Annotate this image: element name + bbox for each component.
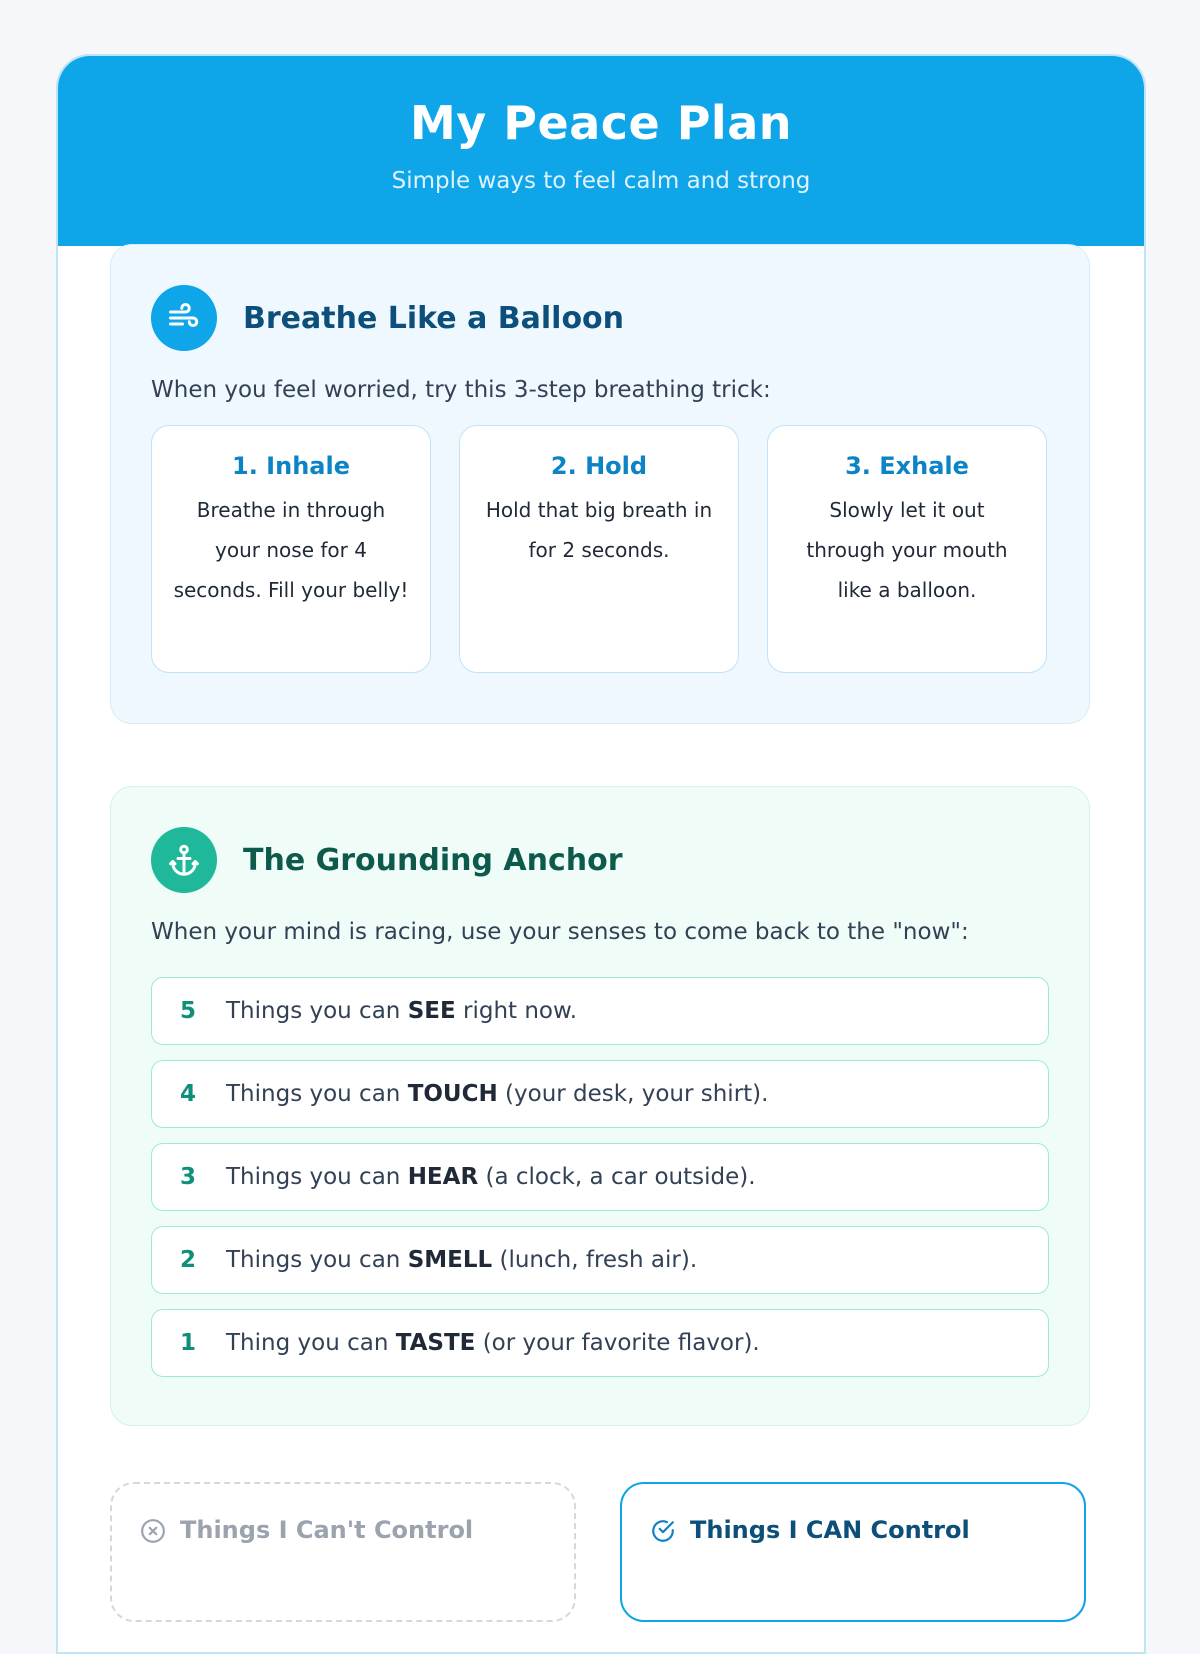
cant-control-label: Things I Can't Control [180, 1516, 474, 1544]
cant-control-card [110, 1482, 576, 1622]
can-control-label: Things I CAN Control [690, 1516, 970, 1544]
sense-name: TOUCH [407, 1081, 498, 1107]
grounding-section [110, 786, 1090, 1426]
step-card-inhale [151, 425, 431, 673]
step-title: 3. Exhale [845, 452, 969, 480]
sense-count: 3 [180, 1164, 197, 1190]
step-text: Hold that big breath in for 2 seconds. [485, 498, 713, 562]
list-item [151, 977, 1049, 1045]
sense-text-pre: Things you can [226, 1164, 408, 1190]
sense-count: 2 [180, 1247, 197, 1273]
sense-name: HEAR [407, 1164, 479, 1190]
sense-text-pre: Things you can [226, 1081, 408, 1107]
grounding-title: The Grounding Anchor [243, 842, 623, 878]
sense-name: SEE [407, 998, 456, 1024]
sense-name: SMELL [407, 1247, 493, 1273]
sense-text-post: (lunch, fresh air). [492, 1247, 698, 1273]
step-text: Breathe in through your nose for 4 seconds. Fill your belly! [173, 498, 409, 602]
step-card-hold [459, 425, 739, 673]
page-subtitle: Simple ways to feel calm and strong [391, 168, 811, 194]
check-circle-icon [650, 1518, 676, 1544]
step-title: 1. Inhale [232, 452, 350, 480]
breathe-intro: When you feel worried, try this 3-step breathing trick: [151, 377, 771, 403]
step-title: 2. Hold [550, 452, 648, 480]
can-control-card [620, 1482, 1086, 1622]
sense-text-pre: Thing you can [226, 1330, 396, 1356]
sense-text-post: (your desk, your shirt). [497, 1081, 769, 1107]
senses-list [151, 977, 1049, 1377]
breathing-steps [151, 425, 1049, 673]
sense-name: TASTE [395, 1330, 476, 1356]
breathe-title: Breathe Like a Balloon [243, 300, 625, 336]
list-item [151, 1226, 1049, 1294]
wind-icon [151, 285, 217, 351]
sense-count: 4 [180, 1081, 197, 1107]
list-item [151, 1143, 1049, 1211]
step-text: Slowly let it out through your mouth like a balloon. [806, 498, 1008, 602]
sense-count: 1 [180, 1330, 197, 1356]
sense-text-post: (a clock, a car outside). [478, 1164, 756, 1190]
anchor-icon [151, 827, 217, 893]
grounding-intro: When your mind is racing, use your senses to come back to the "now": [151, 919, 969, 945]
sense-text-pre: Things you can [226, 1247, 408, 1273]
sense-text-post: (or your favorite flavor). [475, 1330, 760, 1356]
list-item [151, 1060, 1049, 1128]
step-card-exhale [767, 425, 1047, 673]
sense-text-pre: Things you can [226, 998, 408, 1024]
sense-text-post: right now. [455, 998, 578, 1024]
list-item [151, 1309, 1049, 1377]
breathe-header [151, 285, 1049, 351]
header [58, 56, 1144, 246]
page-title: My Peace Plan [410, 96, 792, 150]
grounding-header [151, 827, 1049, 893]
breathe-section [110, 244, 1090, 724]
x-circle-icon [140, 1518, 166, 1544]
sense-count: 5 [180, 998, 197, 1024]
